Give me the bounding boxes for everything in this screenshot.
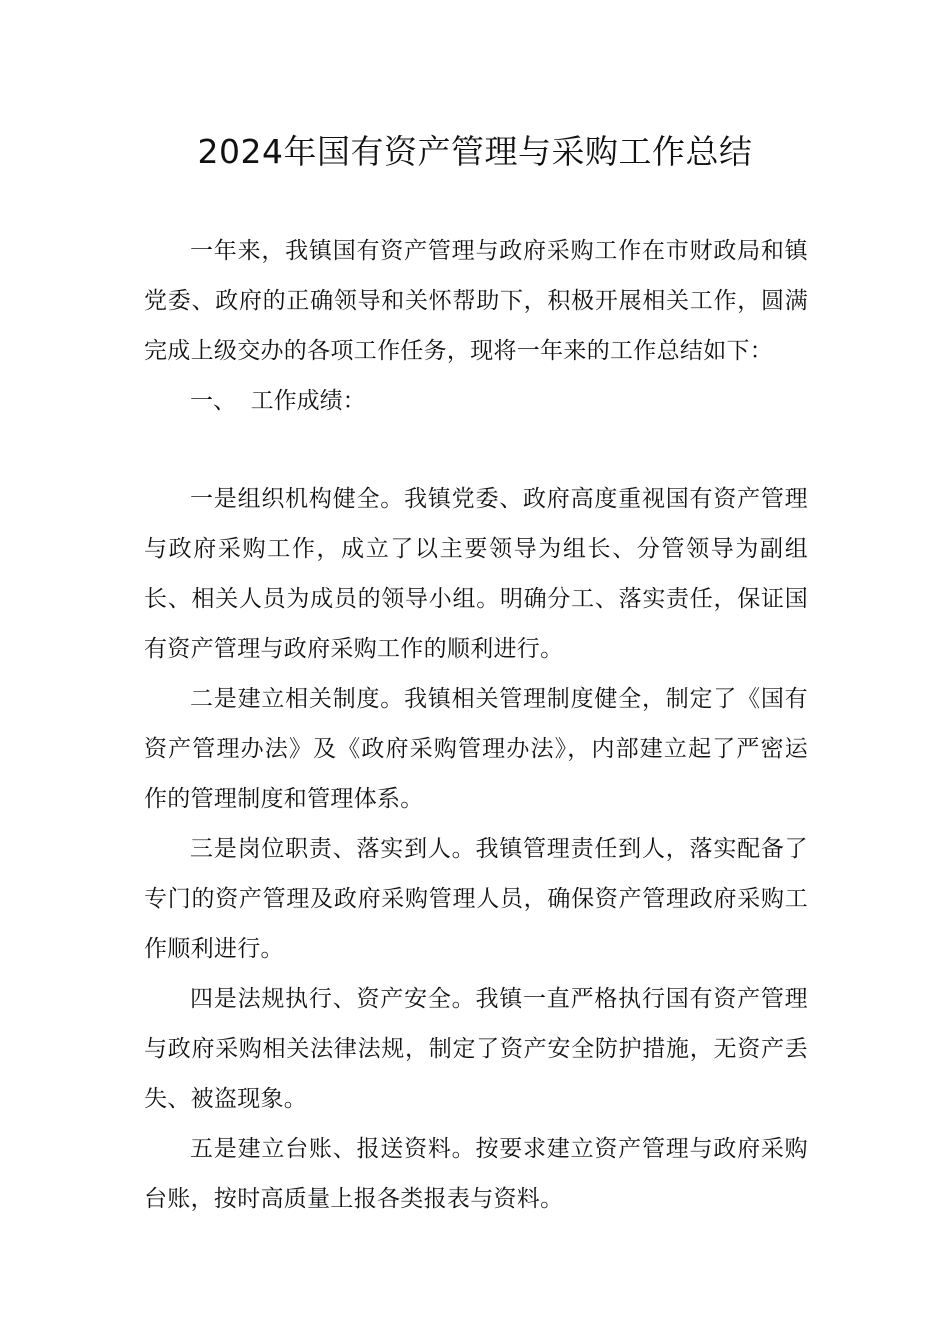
item-paragraph-regulations: 二是建立相关制度。我镇相关管理制度健全，制定了《国有资产管理办法》及《政府采购管理办法》，内部建立起了严密运作的管理制度和管理体系。: [144, 686, 808, 812]
section-heading-achievements: 一、 工作成绩：: [190, 388, 366, 414]
item-paragraph-ledger: 五是建立台账、报送资料。按要求建立资产管理与政府采购台账，按时高质量上报各类报表与资料。: [144, 1136, 808, 1212]
item-paragraph-organization: 一是组织机构健全。我镇党委、政府高度重视国有资产管理与政府采购工作，成立了以主要领导为组长、分管领导为副组长、相关人员为成员的领导小组。明确分工、落实责任，保证国有资产管理与政府采购工作的顺利进行。: [144, 486, 808, 662]
item-paragraph-responsibilities: 三是岗位职责、落实到人。我镇管理责任到人，落实配备了专门的资产管理及政府采购管理人员，确保资产管理政府采购工作顺利进行。: [144, 836, 808, 962]
document-title: 2024年国有资产管理与采购工作总结: [197, 132, 753, 171]
item-paragraph-asset-security: 四是法规执行、资产安全。我镇一直严格执行国有资产管理与政府采购相关法律法规，制定了资产安全防护措施，无资产丢失、被盗现象。: [144, 986, 808, 1112]
intro-paragraph: 一年来，我镇国有资产管理与政府采购工作在市财政局和镇党委、政府的正确领导和关怀帮助下，积极开展相关工作，圆满完成上级交办的各项工作任务，现将一年来的工作总结如下：: [144, 238, 808, 364]
